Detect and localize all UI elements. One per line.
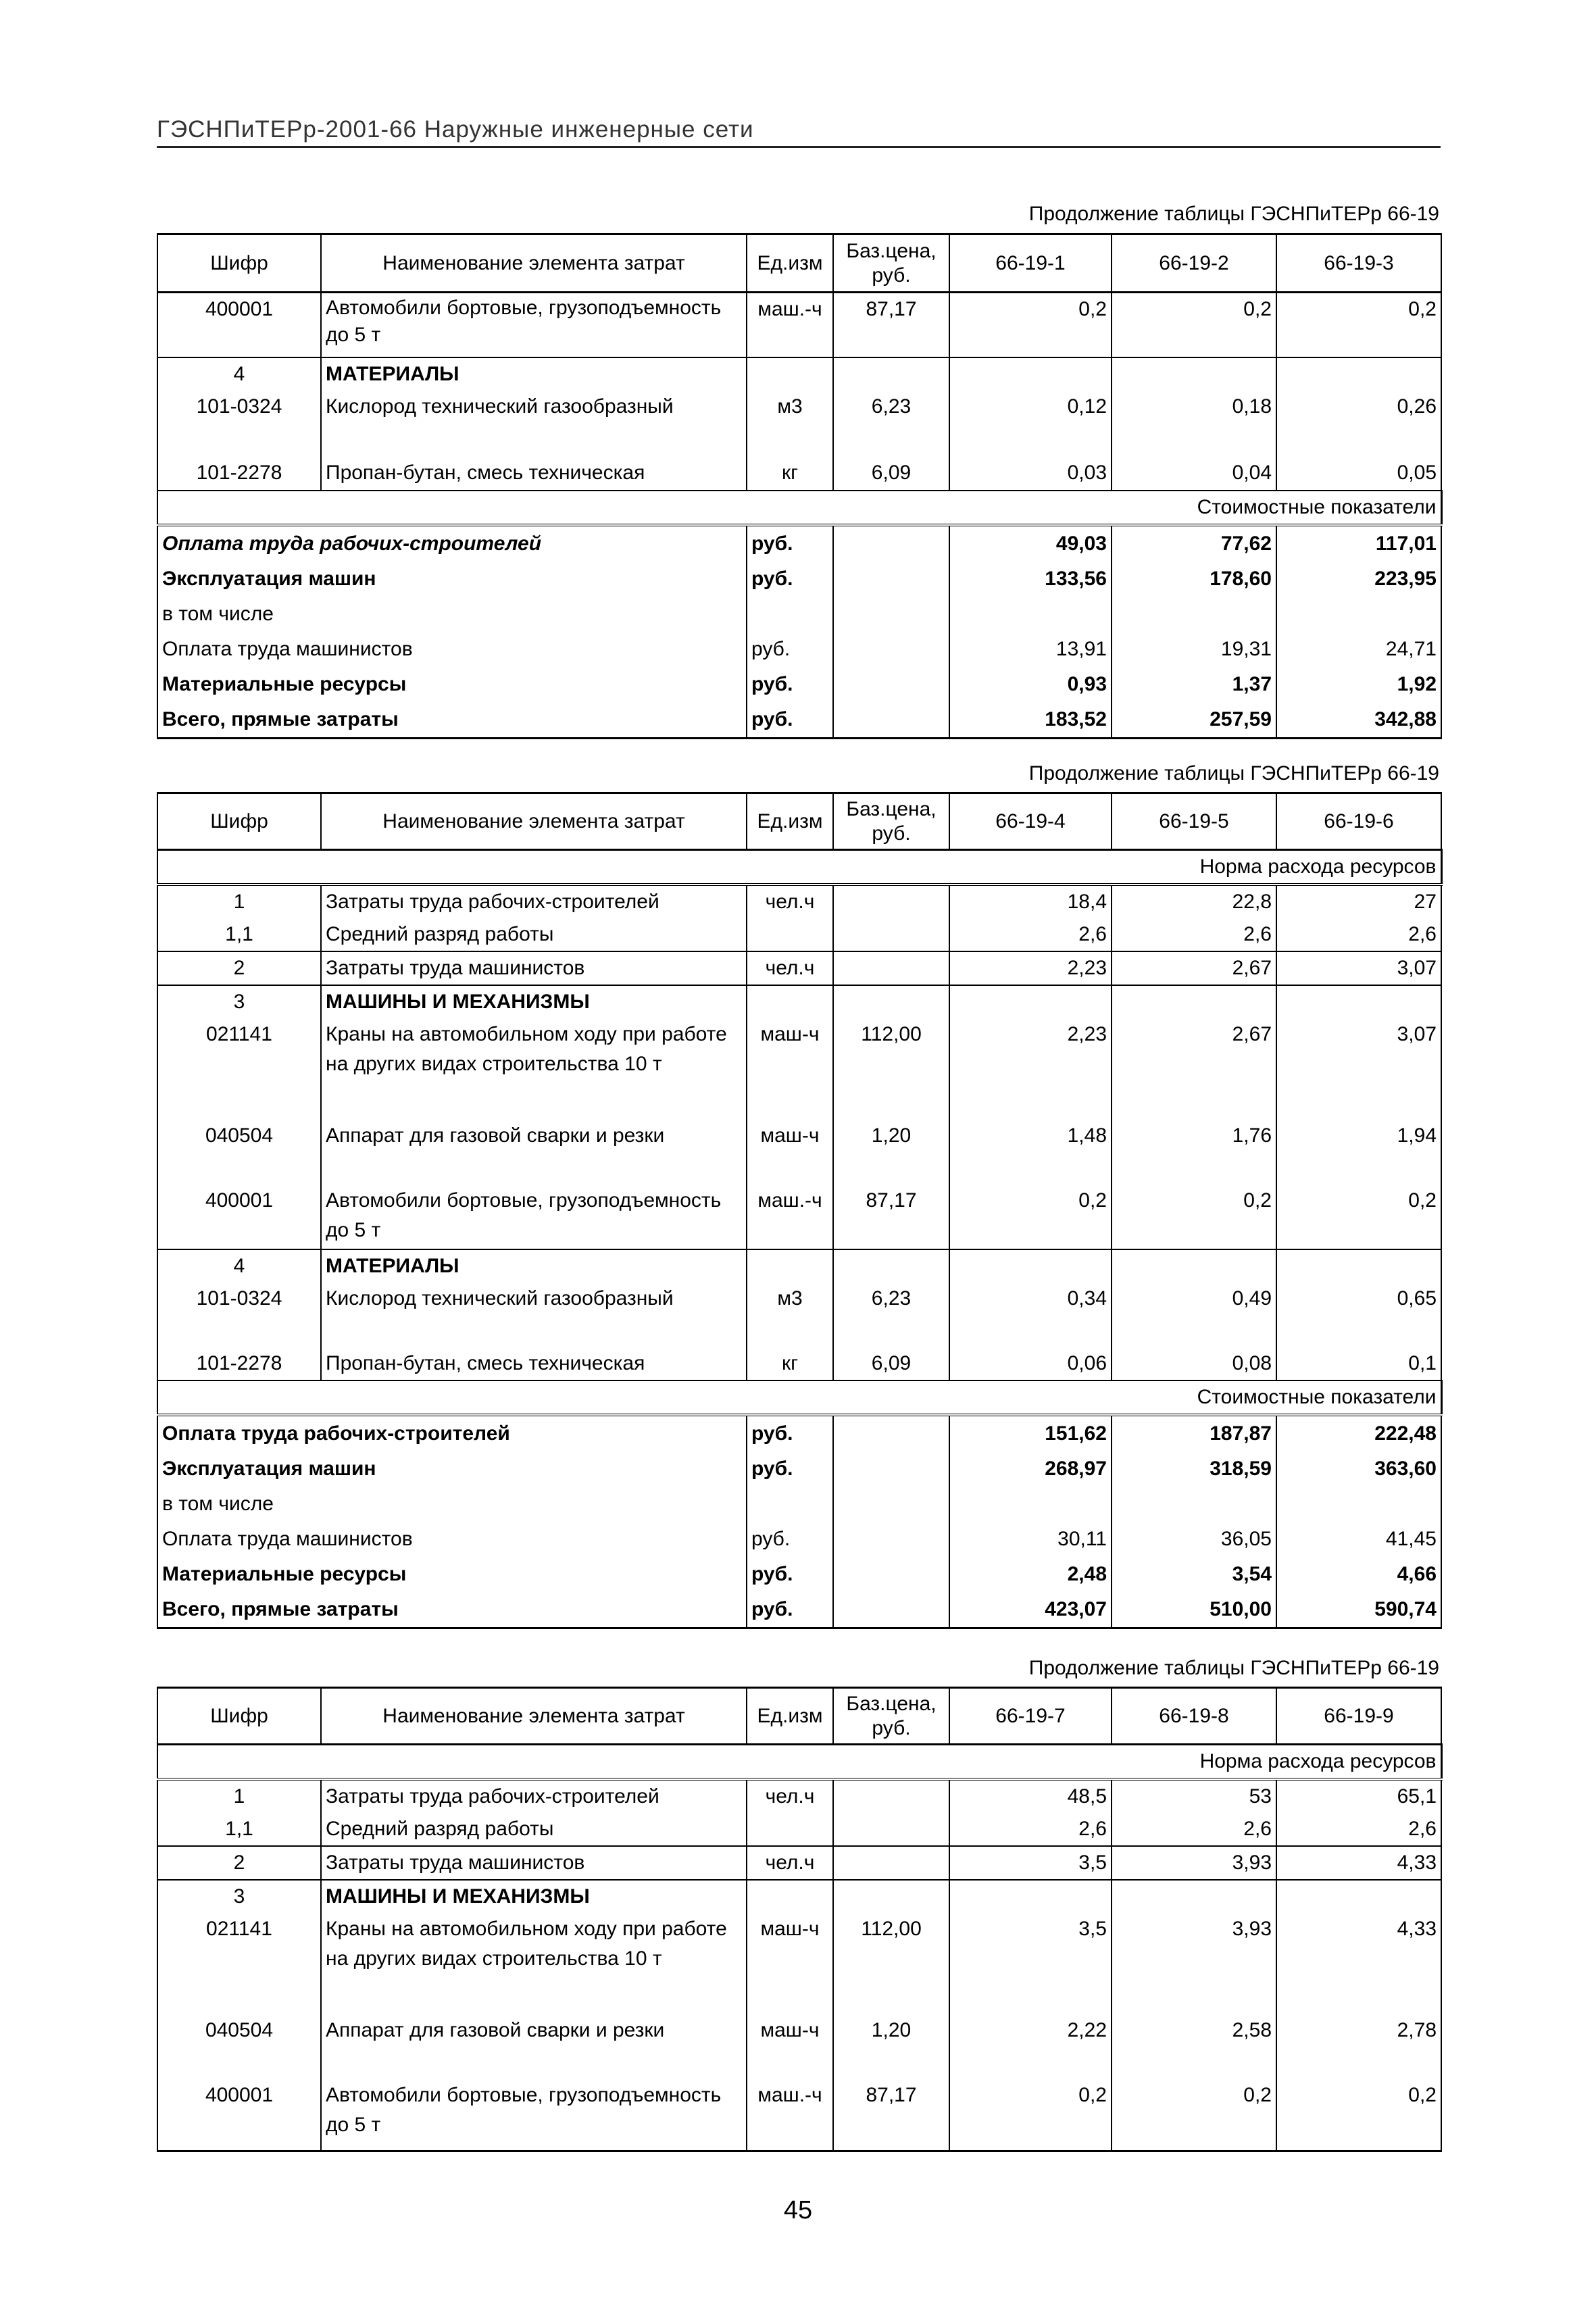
sum-value: 13,91 xyxy=(949,632,1112,667)
row-price: 87,17 xyxy=(833,293,949,357)
sum-value: 223,95 xyxy=(1276,562,1441,597)
sum-value: 342,88 xyxy=(1276,702,1441,739)
sum-label: в том числе xyxy=(157,597,747,632)
row-value: 0,2 xyxy=(1276,2079,1441,2151)
row-code: 101-2278 xyxy=(157,1347,321,1380)
row-name: Средний разряд работы xyxy=(321,1813,747,1846)
continuation-caption-2: Продолжение таблицы ГЭСНПиТЕРр 66-19 xyxy=(1028,762,1439,785)
table-row xyxy=(157,951,1441,985)
sum-value: 510,00 xyxy=(1112,1592,1276,1628)
table-row xyxy=(157,1283,1441,1347)
row-value: 4,33 xyxy=(1276,1846,1441,1880)
row-code: 4 xyxy=(157,1249,321,1283)
sum-unit: руб. xyxy=(747,1592,833,1628)
row-name: Пропан-бутан, смесь техническая xyxy=(321,457,747,491)
sum-unit: руб. xyxy=(747,1415,833,1451)
row-name: Пропан-бутан, смесь техническая xyxy=(321,1347,747,1380)
table-row xyxy=(157,1185,1441,1249)
table-row xyxy=(157,1846,1441,1880)
table-row xyxy=(157,457,1441,491)
row-unit: маш.-ч xyxy=(747,293,833,357)
row-name: Автомобили бортовые, грузоподъемность до 5 т xyxy=(321,2079,747,2151)
row-value: 2,67 xyxy=(1112,1018,1276,1120)
row-code: 101-0324 xyxy=(157,1283,321,1347)
row-unit: маш-ч xyxy=(747,1120,833,1185)
row-code: 1,1 xyxy=(157,918,321,951)
row-value: 2,6 xyxy=(1112,918,1276,951)
col-header-rate: 66-19-3 xyxy=(1276,234,1441,293)
row-value: 3,93 xyxy=(1112,1913,1276,2014)
row-name: Средний разряд работы xyxy=(321,918,747,951)
table-row xyxy=(157,1249,1441,1283)
row-name: Аппарат для газовой сварки и резки xyxy=(321,1120,747,1185)
row-price: 112,00 xyxy=(833,1018,949,1120)
sum-unit: руб. xyxy=(747,667,833,702)
row-value: 0,2 xyxy=(949,293,1112,357)
row-unit: маш.-ч xyxy=(747,1185,833,1249)
row-name: Затраты труда рабочих-строителей xyxy=(321,1779,747,1813)
row-value: 2,6 xyxy=(1112,1813,1276,1846)
table-row xyxy=(157,1557,1441,1592)
table-row xyxy=(157,1592,1441,1628)
row-code: 1,1 xyxy=(157,1813,321,1846)
table-row xyxy=(157,597,1441,632)
row-unit: маш-ч xyxy=(747,1913,833,2014)
row-value: 2,6 xyxy=(1276,1813,1441,1846)
col-header-name: Наименование элемента затрат xyxy=(321,1688,747,1745)
table-row xyxy=(157,2079,1441,2151)
row-unit: маш-ч xyxy=(747,2014,833,2079)
sum-unit: руб. xyxy=(747,1451,833,1487)
sum-value: 183,52 xyxy=(949,702,1112,739)
table-row xyxy=(157,1880,1441,1913)
table-row xyxy=(157,1018,1441,1120)
row-value: 0,04 xyxy=(1112,457,1276,491)
row-value: 2,22 xyxy=(949,2014,1112,2079)
sum-value: 19,31 xyxy=(1112,632,1276,667)
row-value: 0,2 xyxy=(1112,1185,1276,1249)
table-row xyxy=(157,1487,1441,1522)
row-value: 0,05 xyxy=(1276,457,1441,491)
sum-value: 77,62 xyxy=(1112,525,1276,562)
row-value: 2,6 xyxy=(1276,918,1441,951)
col-header-price: Баз.цена, руб. xyxy=(833,234,949,293)
col-header-unit: Ед.изм xyxy=(747,793,833,850)
sum-unit: руб. xyxy=(747,525,833,562)
col-header-code: Шифр xyxy=(157,1688,321,1745)
row-value: 2,78 xyxy=(1276,2014,1441,2079)
row-code: 040504 xyxy=(157,2014,321,2079)
sum-unit: руб. xyxy=(747,1522,833,1557)
sum-value: 318,59 xyxy=(1112,1451,1276,1487)
row-value: 3,07 xyxy=(1276,951,1441,985)
row-unit: маш.-ч xyxy=(747,2079,833,2151)
col-header-rate: 66-19-7 xyxy=(949,1688,1112,1745)
page-header: ГЭСНПиТЕРр-2001-66 Наружные инженерные сети xyxy=(157,116,1441,148)
row-unit: м3 xyxy=(747,1283,833,1347)
row-value: 3,5 xyxy=(949,1846,1112,1880)
sum-value: 24,71 xyxy=(1276,632,1441,667)
row-code: 2 xyxy=(157,951,321,985)
table-row xyxy=(157,702,1441,739)
row-value: 2,6 xyxy=(949,918,1112,951)
table-row xyxy=(157,1347,1441,1380)
row-code: 400001 xyxy=(157,2079,321,2151)
row-price: 87,17 xyxy=(833,1185,949,1249)
sum-value: 133,56 xyxy=(949,562,1112,597)
row-code: 021141 xyxy=(157,1913,321,2014)
row-name: Затраты труда машинистов xyxy=(321,1846,747,1880)
sum-value: 590,74 xyxy=(1276,1592,1441,1628)
table-row xyxy=(157,985,1441,1018)
sum-value: 30,11 xyxy=(949,1522,1112,1557)
sum-unit: руб. xyxy=(747,1557,833,1592)
row-name: Краны на автомобильном ходу при работе на других видах строительства 10 т xyxy=(321,1018,747,1120)
table-row xyxy=(157,293,1441,357)
row-name: МАШИНЫ И МЕХАНИЗМЫ xyxy=(321,1880,747,1913)
row-value: 0,65 xyxy=(1276,1283,1441,1347)
row-value: 1,76 xyxy=(1112,1120,1276,1185)
row-code: 400001 xyxy=(157,293,321,357)
sum-value: 178,60 xyxy=(1112,562,1276,597)
sum-value: 222,48 xyxy=(1276,1415,1441,1451)
col-header-price: Баз.цена, руб. xyxy=(833,793,949,850)
row-value: 22,8 xyxy=(1112,885,1276,918)
row-price: 87,17 xyxy=(833,2079,949,2151)
col-header-code: Шифр xyxy=(157,234,321,293)
sum-unit: руб. xyxy=(747,562,833,597)
table-row xyxy=(157,667,1441,702)
sum-value: 268,97 xyxy=(949,1451,1112,1487)
row-value: 0,26 xyxy=(1276,391,1441,457)
sum-label: Всего, прямые затраты xyxy=(157,702,747,739)
row-price: 1,20 xyxy=(833,1120,949,1185)
row-code: 101-0324 xyxy=(157,391,321,457)
row-value: 2,6 xyxy=(949,1813,1112,1846)
row-name: Затраты труда рабочих-строителей xyxy=(321,885,747,918)
row-value: 4,33 xyxy=(1276,1913,1441,2014)
row-value: 0,1 xyxy=(1276,1347,1441,1380)
col-header-rate: 66-19-8 xyxy=(1112,1688,1276,1745)
row-value: 2,67 xyxy=(1112,951,1276,985)
table-3 xyxy=(157,1687,1443,2152)
row-name: Аппарат для газовой сварки и резки xyxy=(321,2014,747,2079)
col-header-rate: 66-19-5 xyxy=(1112,793,1276,850)
sum-label: в том числе xyxy=(157,1487,747,1522)
sum-label: Оплата труда рабочих-строителей xyxy=(157,1415,747,1451)
row-name: МАТЕРИАЛЫ xyxy=(321,357,747,391)
row-code: 2 xyxy=(157,1846,321,1880)
row-unit: чел.ч xyxy=(747,885,833,918)
row-value: 53 xyxy=(1112,1779,1276,1813)
table-row xyxy=(157,391,1441,457)
row-value: 3,5 xyxy=(949,1913,1112,2014)
sum-unit: руб. xyxy=(747,702,833,739)
sum-value: 117,01 xyxy=(1276,525,1441,562)
table-row xyxy=(157,357,1441,391)
sum-label: Материальные ресурсы xyxy=(157,667,747,702)
row-name: Краны на автомобильном ходу при работе на других видах строительства 10 т xyxy=(321,1913,747,2014)
table-row xyxy=(157,2014,1441,2079)
row-code: 1 xyxy=(157,885,321,918)
row-value: 0,49 xyxy=(1112,1283,1276,1347)
row-price: 112,00 xyxy=(833,1913,949,2014)
row-value: 2,23 xyxy=(949,951,1112,985)
row-unit: чел.ч xyxy=(747,951,833,985)
sum-label: Эксплуатация машин xyxy=(157,562,747,597)
row-value: 0,2 xyxy=(1112,293,1276,357)
sum-value: 4,66 xyxy=(1276,1557,1441,1592)
section-cost-label: Стоимостные показатели xyxy=(157,1380,1441,1415)
sum-label: Всего, прямые затраты xyxy=(157,1592,747,1628)
table-row xyxy=(157,918,1441,951)
sum-label: Оплата труда машинистов xyxy=(157,632,747,667)
col-header-code: Шифр xyxy=(157,793,321,850)
continuation-caption-1: Продолжение таблицы ГЭСНПиТЕРр 66-19 xyxy=(1028,203,1439,225)
row-code: 3 xyxy=(157,985,321,1018)
row-value: 0,2 xyxy=(949,1185,1112,1249)
row-value: 0,2 xyxy=(949,2079,1112,2151)
row-code: 1 xyxy=(157,1779,321,1813)
section-norm-label: Норма расхода ресурсов xyxy=(157,1745,1441,1780)
row-unit: кг xyxy=(747,457,833,491)
row-code: 3 xyxy=(157,1880,321,1913)
row-price: 6,23 xyxy=(833,1283,949,1347)
row-value: 27 xyxy=(1276,885,1441,918)
sum-label: Эксплуатация машин xyxy=(157,1451,747,1487)
continuation-caption-3: Продолжение таблицы ГЭСНПиТЕРр 66-19 xyxy=(1028,1657,1439,1679)
col-header-rate: 66-19-2 xyxy=(1112,234,1276,293)
col-header-unit: Ед.изм xyxy=(747,1688,833,1745)
row-value: 1,48 xyxy=(949,1120,1112,1185)
row-value: 3,93 xyxy=(1112,1846,1276,1880)
sum-label: Материальные ресурсы xyxy=(157,1557,747,1592)
sum-value: 3,54 xyxy=(1112,1557,1276,1592)
row-unit: чел.ч xyxy=(747,1779,833,1813)
row-unit: маш-ч xyxy=(747,1018,833,1120)
col-header-price: Баз.цена, руб. xyxy=(833,1688,949,1745)
sum-value: 0,93 xyxy=(949,667,1112,702)
table-row xyxy=(157,1451,1441,1487)
row-value: 48,5 xyxy=(949,1779,1112,1813)
sum-value: 151,62 xyxy=(949,1415,1112,1451)
row-value: 0,03 xyxy=(949,457,1112,491)
sum-value: 49,03 xyxy=(949,525,1112,562)
sum-value: 36,05 xyxy=(1112,1522,1276,1557)
row-price: 6,23 xyxy=(833,391,949,457)
row-code: 021141 xyxy=(157,1018,321,1120)
section-norm-label: Норма расхода ресурсов xyxy=(157,850,1441,885)
row-name: Затраты труда машинистов xyxy=(321,951,747,985)
sum-value: 187,87 xyxy=(1112,1415,1276,1451)
row-price: 6,09 xyxy=(833,457,949,491)
row-value: 2,23 xyxy=(949,1018,1112,1120)
row-value: 0,34 xyxy=(949,1283,1112,1347)
col-header-rate: 66-19-9 xyxy=(1276,1688,1441,1745)
sum-value: 257,59 xyxy=(1112,702,1276,739)
table-row xyxy=(157,562,1441,597)
page-number: 45 xyxy=(783,2196,813,2224)
row-value: 1,94 xyxy=(1276,1120,1441,1185)
section-cost-label: Стоимостные показатели xyxy=(157,491,1441,525)
sum-label: Оплата труда машинистов xyxy=(157,1522,747,1557)
row-name: Автомобили бортовые, грузоподъемность до 5 т xyxy=(321,1185,747,1249)
col-header-name: Наименование элемента затрат xyxy=(321,234,747,293)
row-name: МАШИНЫ И МЕХАНИЗМЫ xyxy=(321,985,747,1018)
sum-value: 363,60 xyxy=(1276,1451,1441,1487)
row-code: 4 xyxy=(157,357,321,391)
table-2 xyxy=(157,792,1443,1629)
col-header-unit: Ед.изм xyxy=(747,234,833,293)
table-row xyxy=(157,1813,1441,1846)
table-row xyxy=(157,1415,1441,1451)
row-value: 0,18 xyxy=(1112,391,1276,457)
row-value: 2,58 xyxy=(1112,2014,1276,2079)
row-unit: м3 xyxy=(747,391,833,457)
table-row xyxy=(157,1522,1441,1557)
row-code: 040504 xyxy=(157,1120,321,1185)
sum-label: Оплата труда рабочих-строителей xyxy=(157,525,747,562)
row-name: Автомобили бортовые, грузоподъемность до 5 т xyxy=(321,293,747,357)
row-name: МАТЕРИАЛЫ xyxy=(321,1249,747,1283)
row-value: 0,2 xyxy=(1112,2079,1276,2151)
col-header-name: Наименование элемента затрат xyxy=(321,793,747,850)
row-unit: кг xyxy=(747,1347,833,1380)
col-header-rate: 66-19-6 xyxy=(1276,793,1441,850)
row-code: 400001 xyxy=(157,1185,321,1249)
table-row xyxy=(157,885,1441,918)
row-value: 0,2 xyxy=(1276,1185,1441,1249)
table-row xyxy=(157,1120,1441,1185)
row-value: 0,06 xyxy=(949,1347,1112,1380)
table-row xyxy=(157,1913,1441,2014)
sum-value: 2,48 xyxy=(949,1557,1112,1592)
row-price: 1,20 xyxy=(833,2014,949,2079)
row-price: 6,09 xyxy=(833,1347,949,1380)
row-value: 18,4 xyxy=(949,885,1112,918)
row-value: 65,1 xyxy=(1276,1779,1441,1813)
row-value: 0,12 xyxy=(949,391,1112,457)
row-unit: чел.ч xyxy=(747,1846,833,1880)
table-row xyxy=(157,632,1441,667)
sum-unit: руб. xyxy=(747,632,833,667)
row-value: 3,07 xyxy=(1276,1018,1441,1120)
row-value: 0,08 xyxy=(1112,1347,1276,1380)
row-name: Кислород технический газообразный xyxy=(321,391,747,457)
table-row xyxy=(157,1779,1441,1813)
row-code: 101-2278 xyxy=(157,457,321,491)
row-value: 0,2 xyxy=(1276,293,1441,357)
sum-value: 1,92 xyxy=(1276,667,1441,702)
col-header-rate: 66-19-1 xyxy=(949,234,1112,293)
sum-value: 41,45 xyxy=(1276,1522,1441,1557)
col-header-rate: 66-19-4 xyxy=(949,793,1112,850)
table-1 xyxy=(157,233,1443,739)
sum-value: 1,37 xyxy=(1112,667,1276,702)
sum-value: 423,07 xyxy=(949,1592,1112,1628)
table-row xyxy=(157,525,1441,562)
row-name: Кислород технический газообразный xyxy=(321,1283,747,1347)
